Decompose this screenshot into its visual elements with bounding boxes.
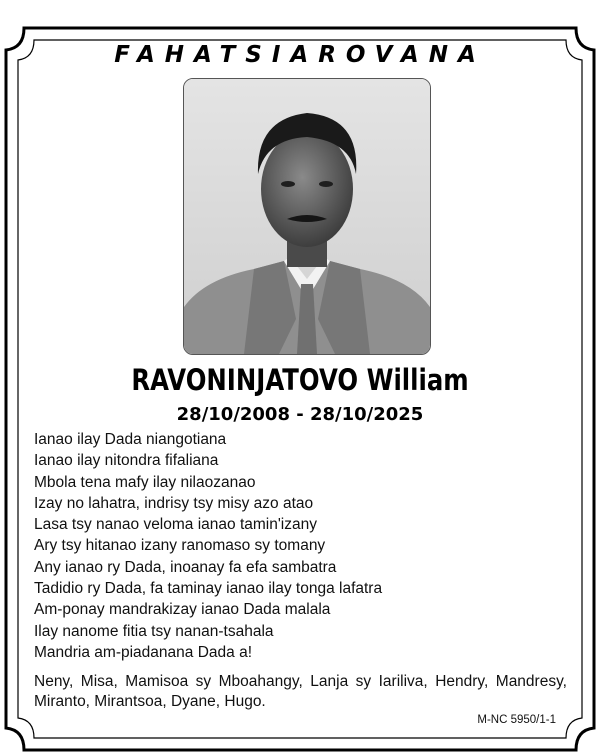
page-heading: FAHATSIAROVANA (114, 42, 486, 68)
poem-line: Ianao ilay nitondra fifaliana (34, 452, 219, 470)
poem-line: Ianao ilay Dada niangotiana (34, 431, 227, 448)
poem-line: Mandria am-piadanana Dada a! (34, 643, 252, 661)
family-names: Neny, Misa, Mamisoa sy Mboahangy, Lanja sy Iariliva, Hendry, Mandresy, Miranto, Mirantsoa, Dyane, Hugo. (34, 673, 567, 710)
memorial-poem (34, 429, 574, 663)
deceased-name: RAVONINJATOVO William (131, 363, 469, 397)
poem-line: Ilay nanome fitia tsy nanan-tsahala (34, 622, 274, 640)
poem-line: Lasa tsy nanao veloma ianao tamin'izany (34, 516, 317, 534)
poem-line: Izay no lahatra, indrisy tsy misy azo atao (34, 494, 314, 512)
memorial-dates: 28/10/2008 - 28/10/2025 (176, 404, 424, 425)
portrait-photo (183, 78, 431, 355)
poem-line: Mbola tena mafy ilay nilaozanao (34, 473, 256, 491)
portrait-icon (184, 79, 430, 354)
poem-line: Any ianao ry Dada, inoanay fa efa sambatra (34, 558, 337, 576)
reference-code: M-NC 5950/1-1 (477, 714, 556, 726)
poem-line: Am-ponay mandrakizay ianao Dada malala (34, 601, 331, 619)
poem-line: Ary tsy hitanao izany ranomaso sy tomany (34, 537, 326, 555)
poem-line: Tadidio ry Dada, fa taminay ianao ilay tonga lafatra (34, 580, 383, 598)
